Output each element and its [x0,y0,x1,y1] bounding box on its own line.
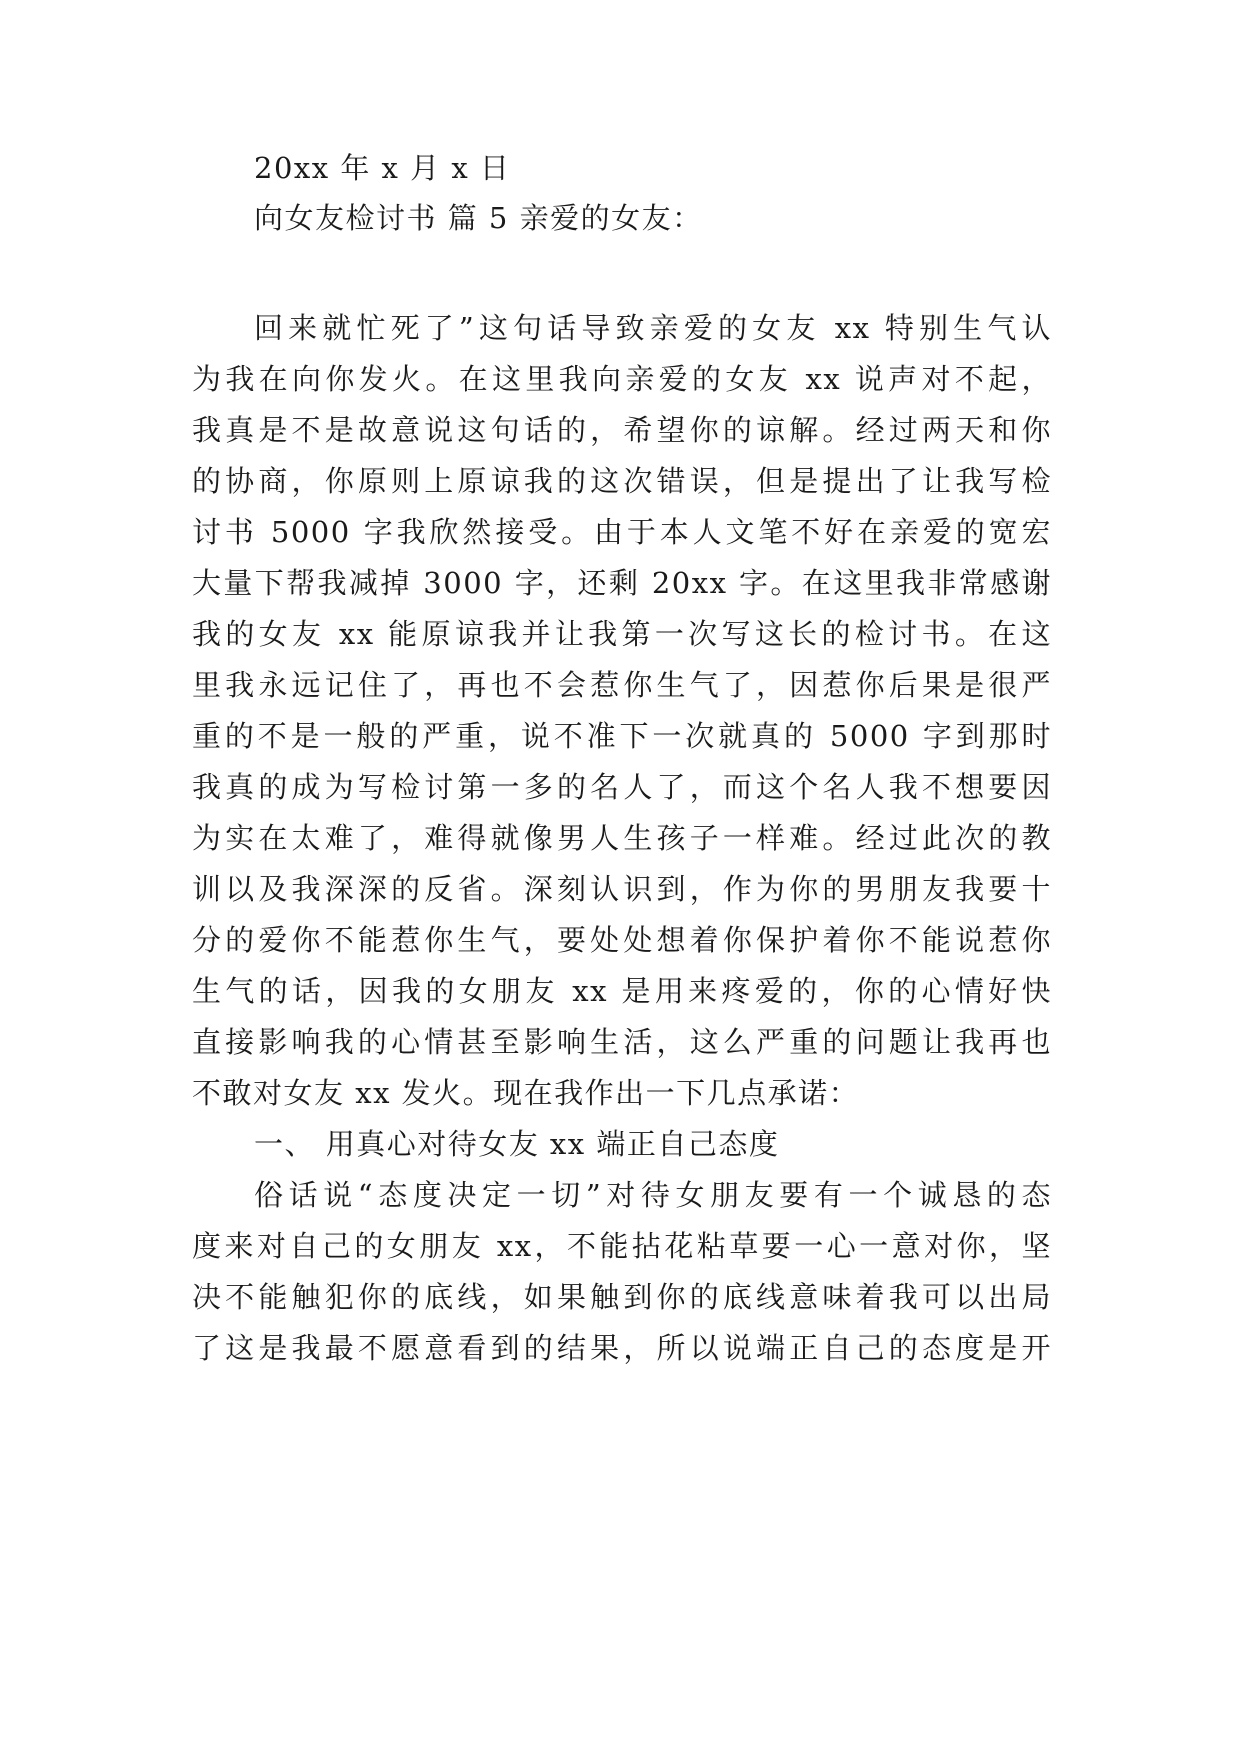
section-heading: 一、 用真心对待女友 xx 端正自己态度 [254,1127,780,1161]
body-line: 里我永远记住了，再也不会惹你生气了，因惹你后果是很严 [192,668,1052,702]
body-line: 回来就忙死了”这句话导致亲爱的女友 xx 特别生气认 [254,311,1052,345]
section-line: 了这是我最不愿意看到的结果，所以说端正自己的态度是开 [192,1331,1052,1365]
body-line: 讨书 5000 字我欣然接受。由于本人文笔不好在亲爱的宽宏 [192,515,1052,549]
body-line: 不敢对女友 xx 发火。现在我作出一下几点承诺： [192,1076,860,1110]
section-line: 俗话说“态度决定一切”对待女朋友要有一个诚恳的态 [254,1178,1052,1212]
body-line: 大量下帮我减掉 3000 字，还剩 20xx 字。在这里我非常感谢 [192,566,1052,600]
body-line: 我真是不是故意说这句话的，希望你的谅解。经过两天和你 [192,413,1052,447]
body-line: 为我在向你发火。在这里我向亲爱的女友 xx 说声对不起， [192,362,1052,396]
body-line: 我真的成为写检讨第一多的名人了，而这个名人我不想要因 [192,770,1052,804]
body-line: 的协商，你原则上原谅我的这次错误，但是提出了让我写检 [192,464,1052,498]
body-line: 训以及我深深的反省。深刻认识到，作为你的男朋友我要十 [192,872,1052,906]
title-line: 向女友检讨书 篇 5 亲爱的女友： [254,201,703,235]
body-line: 重的不是一般的严重，说不准下一次就真的 5000 字到那时 [192,719,1052,753]
section-line: 度来对自己的女朋友 xx，不能拈花粘草要一心一意对你，坚 [192,1229,1052,1263]
body-line: 分的爱你不能惹你生气，要处处想着你保护着你不能说惹你 [192,923,1052,957]
body-line: 生气的话，因我的女朋友 xx 是用来疼爱的，你的心情好快 [192,974,1052,1008]
section-line: 决不能触犯你的底线，如果触到你的底线意味着我可以出局 [192,1280,1052,1314]
body-line: 为实在太难了，难得就像男人生孩子一样难。经过此次的教 [192,821,1052,855]
body-line: 我的女友 xx 能原谅我并让我第一次写这长的检讨书。在这 [192,617,1052,651]
date-line: 20xx 年 x 月 x 日 [254,151,511,185]
body-line: 直接影响我的心情甚至影响生活，这么严重的问题让我再也 [192,1025,1052,1059]
